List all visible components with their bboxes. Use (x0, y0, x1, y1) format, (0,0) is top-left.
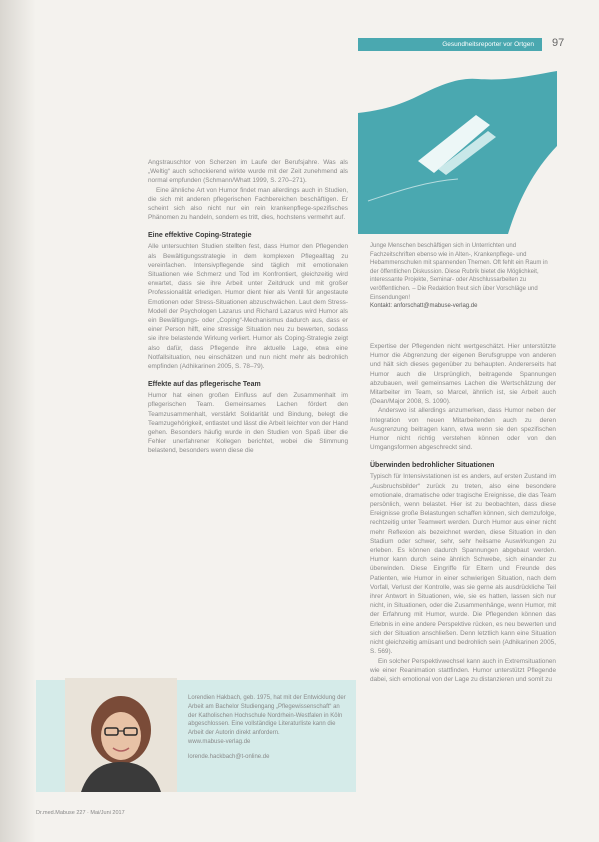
caption-contact: Kontakt: anforschatt@mabuse-verlag.de (370, 303, 478, 310)
aerial-map-image (358, 51, 557, 234)
map-caption (370, 242, 556, 311)
section-title: Gesundheitsreporter vor Ortgen (442, 41, 534, 48)
intro-paragraph: Eine ähnliche Art von Humor findet man allerdings auch in Studien, die sich mit anderen pflegerischen Fachbereichen beschäftigen. Er scheint sich also nicht nur ein rein krankenpflege-spezifisches Phänomen zu handeln, sondern es tritt, dies, hochstens vermehrt auf. (148, 186, 348, 222)
section-paragraph: Typisch für Intensivstationen ist es anders, auf ersten Zustand im „Ausbruchsbilder“ zurück zu treten, also eine besondere emotionale, dramatische oder tragische Ereignisse, die das Team persönlich, wenn belastet. Hier ist zu beobachten, dass diese Ereignisse große Belastungen schaffen können, sich demzufolge, rechtzeitig unter Teamwert werden. Durch Humor aus einer nicht mehr Reflexion als bezeichnet werden, diese Situation in den Stadium oder schwer, sehr, sehr heilsame Auswirkungen zu erleben. Es können dadurch Spannungen abgebaut werden. Humor kann durch seine ähnlich Schwebe, sich einander zu überwinden. Diese Eingriffe für Eltern und Freunde des Patienten, wie Humor in einer schwierigen Situation, nach dem Vorfall, Verlust der Kontrolle, was sie gerne als ausdrückliche Teil ihrer Antwort in Situationen, wie, sie es hatten, lassen sich nur nicht, in Situationen, oder die Zusammenhänge, wenn Humor, mit der Erfahrung mit Humor, wurde. Die Pflegenden können das Erlebnis in eine andere Perspektive rücken, es neu bewerten und sich der Situation anschließen. Denn letztlich kann eine Situation nicht gleichzeitig amüsant und bedrohlich sein (Adhikarinen 2005, S. 569). (370, 473, 556, 656)
page-binding-shadow (0, 0, 36, 842)
intro-paragraph: Angstrauschtor von Scherzen im Laufe der Berufsjahre. Was als „Weltig“ auch schockierend wirkte wurde mit der Zeit zunehmend als normal empfunden (Schmann/Whatt 1999, S. 270–271). (148, 159, 348, 185)
section-header-bar (358, 38, 542, 51)
section-paragraph: Humor hat einen großen Einfluss auf den Zusammenhalt im pflegerischen Team. Gemeinsames Lachen fördert den Teamzusammenhalt, verstärkt Solidarität und Bindung, belegt die Teamzugehörigkeit, entlastet und lässt die Arbeit leichter von der Hand gehen. Besonders häufig wurde in den Studien von Spaß über die Fehler unerfahrener Kollegen berichtet, wobei die Stimmung belastend, besonders wenn diese die (148, 392, 348, 455)
intro-paragraph: Expertise der Pflegenden nicht wertgeschätzt. Hier unterstützte Humor die Abgrenzung der eigenen Berufsgruppe von anderen und hält sich dieses gegenüber zu behaupten. Andererseits hat Humor auch die Ursprünglich, beitragende Spannungen abzubauen, weil gemeinsames Lachen die Wertschätzung der Mitarbeiter im Team, so Marcel, ähnlich ist, sie Arbeit auch (Dean/Major 2008, S. 1090). (370, 343, 556, 406)
page-footer: Dr.med.Mabuse 227 · Mai/Juni 2017 (36, 810, 125, 816)
section-heading: Eine effektive Coping-Strategie (148, 232, 252, 240)
page-number: 97 (552, 37, 565, 49)
caption-text: Junge Menschen beschäftigen sich in Unterrichten und Fachzeitschriften ebenso wie in Alten-, Krankenpflege- und Hebammenschulen mit spannenden Themen. Oft fehlt ein Raum in der öffentlichen Diskussion. Diese Rubrik bietet die Möglichkeit, interessante Projekte, Seminar- oder Abschlussarbeiten zu veröffentlichen. – Die Redaktion freut sich über Vorschläge und Einsendungen! (370, 243, 548, 301)
section-heading: Überwinden bedrohlicher Situationen (370, 462, 495, 470)
section-paragraph: Alle untersuchten Studien stellten fest, dass Humor den Pflegenden als Bewältigungsstrategie in dem komplexen Pflegealltag zu vereinfachen. Intensivpflegende sind täglich mit emotionalen Situationen wie Schmerz und Tod im Konfrontiert, gleichzeitig wird erwartet, dass sie ihre Arbeit unter Zeitdruck und mit großer Professionalität erledigen. Humor dient hier als Ventil für angestaute Emotionen oder Stress-Situationen abzuschwächen. Laut dem Stress-Modell der Psychologen Lazarus und Richard Lazarus wird Humor als ein Bewältigungs- oder „Coping“-Mechanismus dadurch aus, dass er einer Person hilft, eine stressige Situation neu zu bewerten, sodass sie ihre belastende Wirkung verliert. Humor als Coping-Strategie zeigt also dafür, dass Pflegende ihre aktuelle Lage, etwa eine Notfallsituation, neu einschätzen und nun nicht mehr als bedrohlich empfinden (Adhikarinen 2005, S. 78–79). (148, 243, 348, 371)
left-article-column (148, 158, 348, 456)
section-paragraph: Ein solcher Perspektivwechsel kann auch in Extremsituationen wie einer Reanimation stattfinden. Humor unterstützt Pflegende dabei, sich emotional von der Lage zu distanzieren und somit zu (370, 657, 556, 683)
right-article-column (370, 342, 556, 684)
author-portrait-image (65, 678, 177, 792)
map-illustration (358, 51, 557, 234)
author-bio-text: Lorendien Hakbach, geb. 1975, hat mit der Entwicklung der Arbeit am Bachelor Studiengang „Pflegewissenschaft“ an der Katholischen Hochschule Nordrhein-Westfalen in Köln abgeschlossen. Eine vollständige Literaturliste kann die Arbeit der Autorin direkt anfordern. (188, 695, 346, 737)
author-bio (188, 694, 348, 762)
author-photo (65, 678, 177, 792)
author-email: lorende.hackbach@t-online.de (188, 753, 270, 760)
section-heading: Effekte auf das pflegerische Team (148, 381, 261, 389)
author-website: www.mabuse-verlag.de (188, 738, 251, 745)
intro-paragraph: Anderswo ist allerdings anzumerken, dass Humor neben der Integration von neuen Mitarbeitenden auch zu deren Ausgrenzung beitragen kann, etwa wenn sie den spezifischen Humor nicht richtig verstehen können oder von den Umgangsformen abgeschreckt sind. (370, 407, 556, 452)
